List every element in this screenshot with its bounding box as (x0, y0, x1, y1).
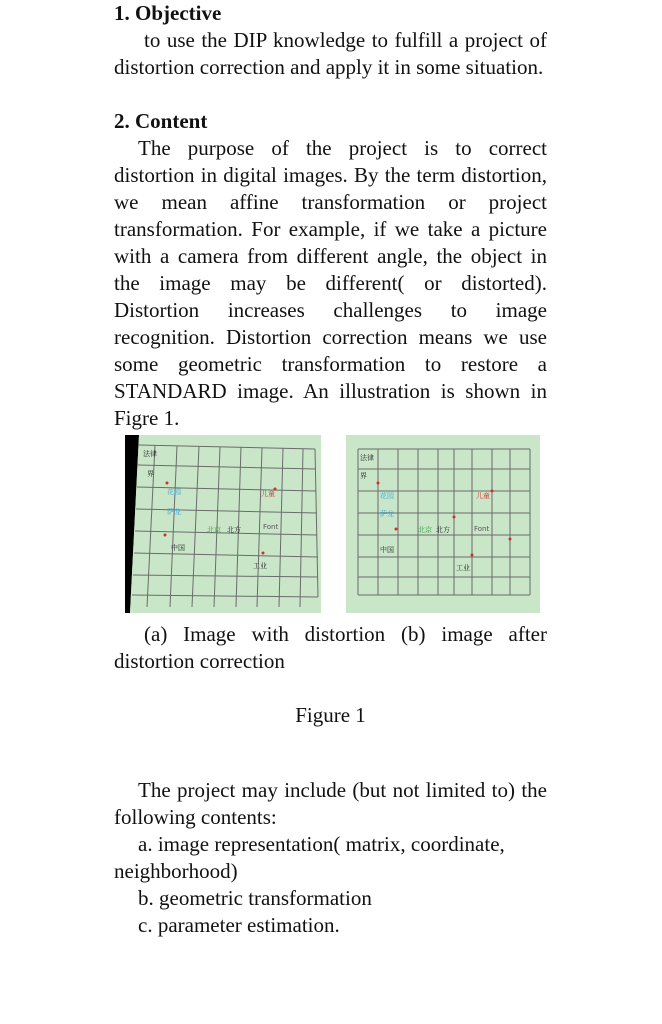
figure-caption: (a) Image with distortion (b) image after distortion correction (114, 622, 547, 673)
figure-b-label-6: 北京 (418, 526, 432, 534)
figure-a-label-3: 花园 (167, 488, 181, 496)
figure-a-label-4: 萨龙 (167, 508, 181, 516)
figure-image-distorted (125, 435, 321, 613)
section-1-heading: 1. Objective (114, 1, 222, 25)
figure-b-label-10: 工业 (456, 564, 470, 572)
figure-a-label-6: 北京 (207, 526, 221, 534)
figure-1 (114, 435, 547, 615)
figure-b-label-4: 萨龙 (380, 510, 394, 518)
document-page (114, 0, 547, 939)
figure-a-label-10: 工业 (253, 562, 267, 570)
figure-b-label-7: 北方 (436, 526, 450, 534)
figure-a-label-8: Font (263, 523, 279, 531)
figure-a-label-7: 北方 (227, 526, 241, 534)
figure-b-label-1: 法律 (360, 454, 374, 462)
figure-b-label-2: 界 (360, 472, 367, 480)
list-item-b: b. geometric transformation (138, 886, 372, 910)
list-item-a: a. image representation( matrix, coordinate, neighborhood) (114, 832, 505, 883)
figure-label: Figure 1 (295, 703, 366, 727)
figure-b-label-8: Font (474, 525, 490, 533)
section-2-heading: 2. Content (114, 109, 208, 133)
figure-a-label-1: 法律 (143, 450, 157, 458)
list-item-c: c. parameter estimation. (138, 913, 340, 937)
figure-a-label-5: 儿童 (261, 490, 275, 498)
figure-a-label-2: 界 (147, 470, 154, 478)
section-1-body: to use the DIP knowledge to fulfill a project of distortion correction and apply it in some situation. (114, 28, 547, 79)
list-intro: The project may include (but not limited to) the following contents: (114, 778, 547, 829)
figure-b-label-9: 中国 (380, 546, 394, 554)
section-2-body: The purpose of the project is to correct distortion in digital images. By the term distortion, we mean affine transformation or project transformation. For example, if we take a picture with a camera from different angle, the object in the image may be different( or distorted). Distortion increases challenges to image recognition. Distortion correction means we use some geometric transformation to restore a STANDARD image. An illustration is shown in Figre 1. (114, 136, 547, 430)
figure-image-corrected (346, 435, 540, 613)
figure-a-label-9: 中国 (171, 544, 185, 552)
figure-b-label-3: 花园 (380, 492, 394, 500)
figure-b-label-5: 儿童 (476, 492, 490, 500)
